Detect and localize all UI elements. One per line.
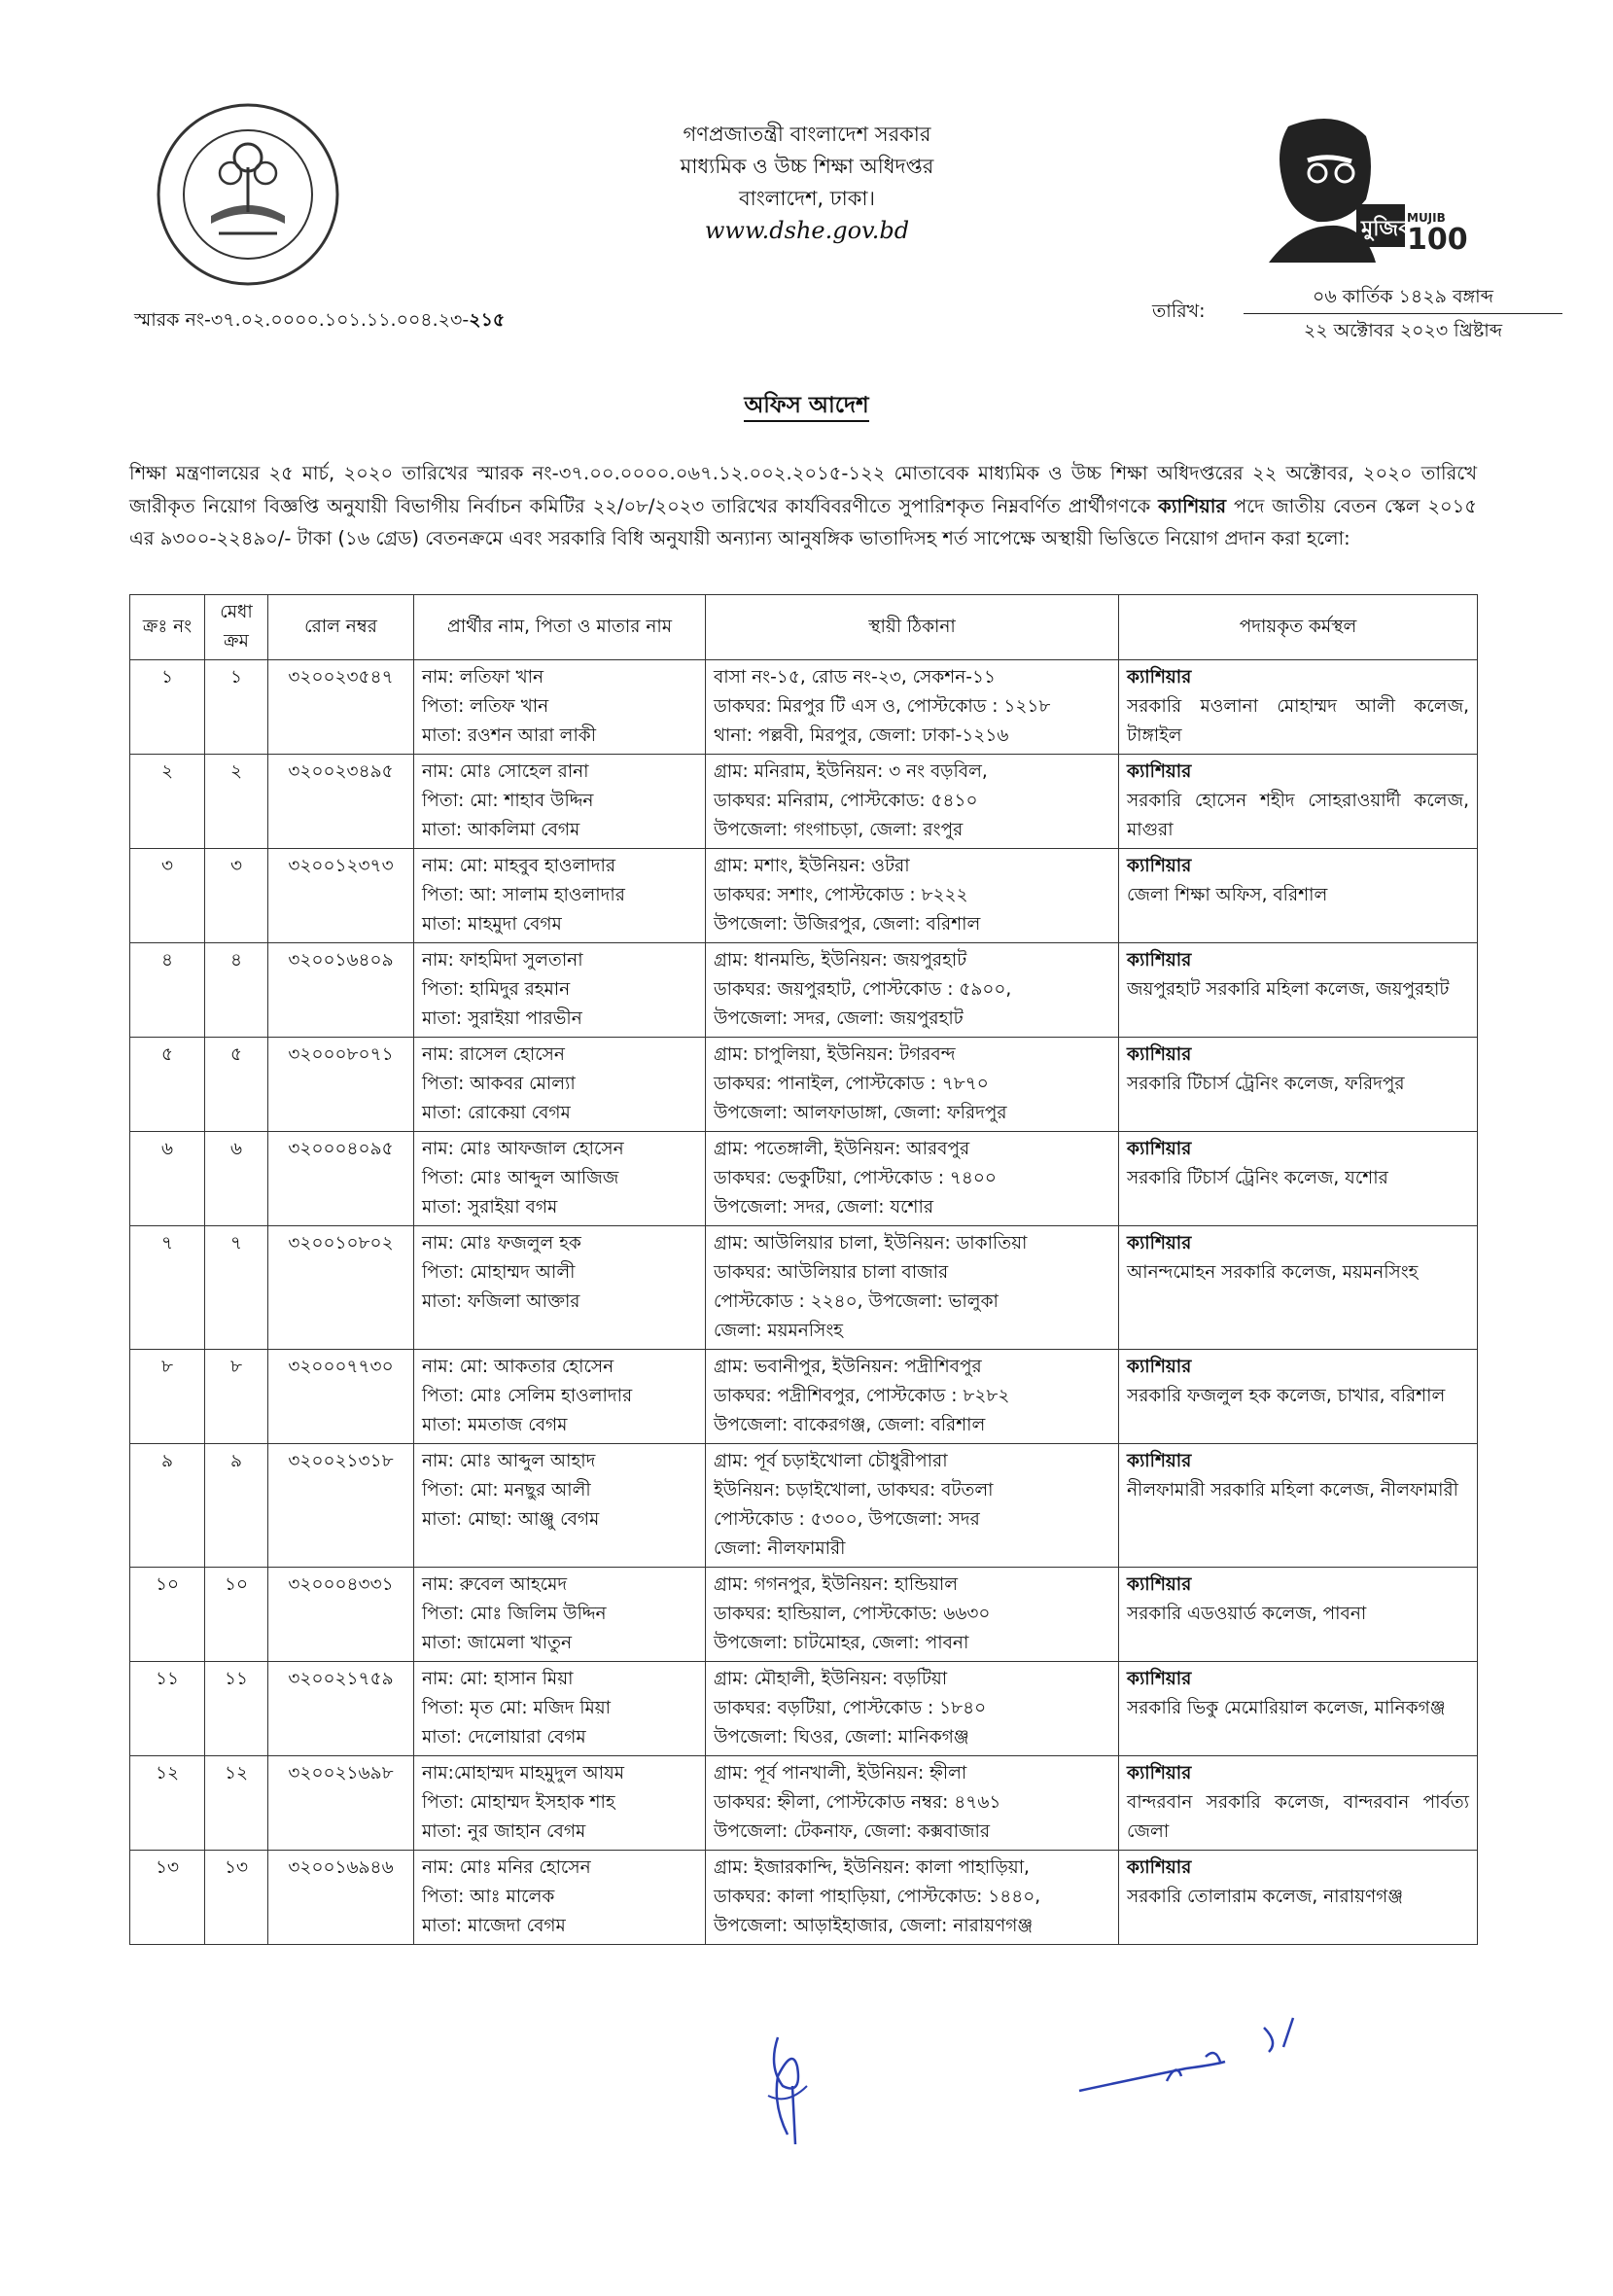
cell-posting: [1119, 1662, 1478, 1756]
cell-merit: ১৩: [205, 1851, 268, 1945]
candidate-name: নাম: মো: হাসান মিয়া: [422, 1669, 574, 1689]
cell-address: [706, 755, 1119, 849]
cell-merit: ৫: [205, 1038, 268, 1132]
address-line: ডাকঘর: হান্ডিয়াল, পোস্টকোড: ৬৬৩০: [714, 1604, 991, 1624]
cell-roll: ৩২০০২১৩১৮: [268, 1444, 414, 1568]
cell-address: [706, 1756, 1119, 1851]
address-line: গ্রাম: ভবানীপুর, ইউনিয়ন: পদ্রীশিবপুর: [714, 1357, 982, 1377]
designation: ক্যাশিয়ার: [1127, 1451, 1192, 1471]
header-address: স্থায়ী ঠিকানা: [706, 595, 1119, 660]
posting-place: জয়পুরহাট সরকারি মহিলা কলেজ, জয়পুরহাট: [1127, 979, 1450, 1000]
father-name: পিতা: আ: সালাম হাওলাদার: [422, 885, 625, 905]
designation: ক্যাশিয়ার: [1127, 667, 1192, 688]
candidate-name: নাম: লতিফা খান: [422, 667, 544, 688]
candidate-name: নাম: ফাহমিদা সুলতানা: [422, 950, 583, 971]
table-row: [130, 1662, 1478, 1756]
memo-suffix: ২১৫: [469, 309, 506, 331]
cell-posting: [1119, 1350, 1478, 1444]
letterhead: [515, 119, 1099, 247]
designation: ক্যাশিয়ার: [1127, 1233, 1192, 1254]
address-line: উপজেলা: আলফাডাঙ্গা, জেলা: ফরিদপুর: [714, 1103, 1007, 1123]
posting-place: বান্দরবান সরকারি কলেজ, বান্দরবান পার্বত্য জেলা: [1127, 1792, 1469, 1842]
father-name: পিতা: মোহাম্মদ ইসহাক শাহ: [422, 1792, 615, 1813]
cell-address: [706, 1226, 1119, 1350]
candidate-name: নাম: রাসেল হোসেন: [422, 1044, 565, 1065]
posting-place: সরকারি হোসেন শহীদ সোহরাওয়ার্দী কলেজ, মাগুরা: [1127, 791, 1469, 840]
posting-place: সরকারি টিচার্স ট্রেনিং কলেজ, ফরিদপুর: [1127, 1074, 1405, 1094]
cell-merit: ১১: [205, 1662, 268, 1756]
father-name: পিতা: মো: শাহাব উদ্দিন: [422, 791, 594, 811]
address-line: ডাকঘর: মনিরাম, পোস্টকোড: ৫৪১০: [714, 791, 978, 811]
address-line: গ্রাম: পতেঙ্গালী, ইউনিয়ন: আরবপুর: [714, 1139, 970, 1159]
mother-name: মাতা: নুর জাহান বেগম: [422, 1821, 586, 1842]
cell-posting: [1119, 1851, 1478, 1945]
cell-serial: ১: [130, 660, 205, 755]
table-row: [130, 1851, 1478, 1945]
mother-name: মাতা: দেলোয়ারা বেগম: [422, 1727, 586, 1748]
address-line: গ্রাম: মনিরাম, ইউনিয়ন: ৩ নং বড়বিল,: [714, 761, 988, 782]
mother-name: মাতা: মাজেদা বেগম: [422, 1916, 566, 1936]
designation: ক্যাশিয়ার: [1127, 1669, 1192, 1689]
document-title: [0, 387, 1613, 425]
posting-place: সরকারি তোলারাম কলেজ, নারায়ণগঞ্জ: [1127, 1887, 1404, 1907]
candidate-name: নাম: মোঃ ফজলুল হক: [422, 1233, 581, 1254]
mother-name: মাতা: মাহমুদা বেগম: [422, 914, 562, 935]
cell-candidate: [414, 1662, 706, 1756]
cell-serial: ৮: [130, 1350, 205, 1444]
govt-name: গণপ্রজাতন্ত্রী বাংলাদেশ সরকার: [683, 123, 931, 146]
mother-name: মাতা: রওশন আরা লাকী: [422, 725, 597, 746]
address-line: জেলা: নীলফামারী: [714, 1538, 846, 1559]
address-line: গ্রাম: ধানমন্ডি, ইউনিয়ন: জয়পুরহাট: [714, 950, 967, 971]
cell-posting: [1119, 1038, 1478, 1132]
designation: ক্যাশিয়ার: [1127, 1857, 1192, 1878]
cell-roll: ৩২০০০৭৭৩০: [268, 1350, 414, 1444]
mujib-100-logo: [1230, 107, 1473, 272]
header-roll: রোল নম্বর: [268, 595, 414, 660]
father-name: পিতা: আকবর মোল্যা: [422, 1074, 576, 1094]
table-header-row: [130, 595, 1478, 660]
cell-address: [706, 1350, 1119, 1444]
cell-merit: ৭: [205, 1226, 268, 1350]
cell-address: [706, 849, 1119, 943]
cell-serial: ২: [130, 755, 205, 849]
cell-serial: ৬: [130, 1132, 205, 1226]
cell-roll: ৩২০০০৪৩৩১: [268, 1568, 414, 1662]
header-sl: ক্রঃ নং: [130, 595, 205, 660]
document-title-text: অফিস আদেশ: [744, 393, 868, 422]
address-line: উপজেলা: সদর, জেলা: যশোর: [714, 1197, 933, 1218]
posting-place: জেলা শিক্ষা অফিস, বরিশাল: [1127, 885, 1328, 905]
paragraph-part-2: পদে জাতীয় বেতন স্কেল ২০১৫ এর ৯৩০০-২২৪৯০/- টাকা (১৬ গ্রেড) বেতনক্রমে এবং সরকারি বিধি অনুযায়ী অন্যান্য আনুষঙ্গিক ভাতাদিসহ শর্ত সাপেক্ষে অস্থায়ী ভিত্তিতে নিয়োগ প্রদান করা হলো:: [129, 494, 1477, 549]
address-line: ডাকঘর: হ্নীলা, পোস্টকোড নম্বর: ৪৭৬১: [714, 1792, 1001, 1813]
cell-address: [706, 1132, 1119, 1226]
address-line: উপজেলা: ঘিওর, জেলা: মানিকগঞ্জ: [714, 1727, 969, 1748]
address-line: গ্রাম: মশাং, ইউনিয়ন: ওটরা: [714, 856, 910, 876]
posting-place: নীলফামারী সরকারি মহিলা কলেজ, নীলফামারী: [1127, 1480, 1458, 1501]
address-line: ইউনিয়ন: চড়াইখোলা, ডাকঘর: বটতলা: [714, 1480, 994, 1501]
candidate-name: নাম: মোঃ মনির হোসেন: [422, 1857, 591, 1878]
candidate-name: নাম: মো: আকতার হোসেন: [422, 1357, 614, 1377]
father-name: পিতা: মোহাম্মদ আলী: [422, 1262, 576, 1283]
dshe-emblem-logo: [151, 97, 345, 292]
cell-address: [706, 1444, 1119, 1568]
table-row: [130, 755, 1478, 849]
cell-candidate: [414, 755, 706, 849]
cell-serial: ৫: [130, 1038, 205, 1132]
address-line: উপজেলা: বাকেরগঞ্জ, জেলা: বরিশাল: [714, 1415, 986, 1435]
cell-merit: ৬: [205, 1132, 268, 1226]
father-name: পিতা: মোঃ জিলিম উদ্দিন: [422, 1604, 607, 1624]
designation: ক্যাশিয়ার: [1127, 950, 1192, 971]
table-row: [130, 1132, 1478, 1226]
candidate-name: নাম: রুবেল আহমেদ: [422, 1574, 568, 1595]
posting-place: সরকারি টিচার্স ট্রেনিং কলেজ, যশোর: [1127, 1168, 1388, 1188]
date-english: ২২ অক্টোবর ২০২৩ খ্রিষ্টাব্দ: [1303, 320, 1503, 341]
table-row: [130, 1756, 1478, 1851]
father-name: পিতা: মৃত মো: মজিদ মিয়া: [422, 1698, 612, 1718]
cell-address: [706, 943, 1119, 1038]
mother-name: মাতা: মোছা: আঞ্জু বেগম: [422, 1509, 600, 1530]
address-line: ডাকঘর: কালা পাহাড়িয়া, পোস্টকোড: ১৪৪০,: [714, 1887, 1041, 1907]
mother-name: মাতা: রোকেয়া বেগম: [422, 1103, 571, 1123]
cell-merit: ১: [205, 660, 268, 755]
cell-serial: ৭: [130, 1226, 205, 1350]
address-line: গ্রাম: পূর্ব চড়াইখোলা চৌধুরীপারা: [714, 1451, 948, 1471]
address-line: ডাকঘর: ভেকুটিয়া, পোস্টকোড : ৭৪০০: [714, 1168, 997, 1188]
mother-name: মাতা: মমতাজ বেগম: [422, 1415, 568, 1435]
cell-roll: ৩২০০০৪০৯৫: [268, 1132, 414, 1226]
cell-posting: [1119, 1444, 1478, 1568]
cell-roll: ৩২০০২১৭৫৯: [268, 1662, 414, 1756]
cell-address: [706, 1568, 1119, 1662]
address-line: জেলা: ময়মনসিংহ: [714, 1321, 844, 1341]
cell-candidate: [414, 1132, 706, 1226]
cell-candidate: [414, 1226, 706, 1350]
address-line: উপজেলা: চাটমোহর, জেলা: পাবনা: [714, 1633, 969, 1653]
address-line: পোস্টকোড : ২২৪০, উপজেলা: ভালুকা: [714, 1291, 999, 1312]
cell-roll: ৩২০০২৩৫৪৭: [268, 660, 414, 755]
designation: ক্যাশিয়ার: [1127, 1574, 1192, 1595]
header-name: প্রার্থীর নাম, পিতা ও মাতার নাম: [414, 595, 706, 660]
cell-merit: ৪: [205, 943, 268, 1038]
mother-name: মাতা: ফজিলা আক্তার: [422, 1291, 580, 1312]
address-line: থানা: পল্লবী, মিরপুর, জেলা: ঢাকা-১২১৬: [714, 725, 1009, 746]
posting-place: সরকারি ভিকু মেমোরিয়াল কলেজ, মানিকগঞ্জ: [1127, 1698, 1446, 1718]
address-line: গ্রাম: গগনপুর, ইউনিয়ন: হান্ডিয়াল: [714, 1574, 959, 1595]
cell-merit: ১২: [205, 1756, 268, 1851]
cell-roll: ৩২০০০৮০৭১: [268, 1038, 414, 1132]
candidate-name: নাম: মোঃ আফজাল হোসেন: [422, 1139, 624, 1159]
cell-candidate: [414, 849, 706, 943]
cell-address: [706, 1662, 1119, 1756]
father-name: পিতা: লতিফ খান: [422, 696, 549, 717]
address-line: পোস্টকোড : ৫৩০০, উপজেলা: সদর: [714, 1509, 980, 1530]
cell-posting: [1119, 660, 1478, 755]
signature-right: [1069, 2008, 1322, 2115]
mother-name: মাতা: সুরাইয়া পারভীন: [422, 1008, 582, 1029]
paragraph-part-1: শিক্ষা মন্ত্রণালয়ের ২৫ মার্চ, ২০২০ তারিখের স্মারক নং-৩৭.০০.০০০০.০৬৭.১২.০০২.২০১৫-১২২ মোতাবেক মাধ্যমিক ও উচ্চ শিক্ষা অধিদপ্তরের ২২ অক্টোবর, ২০২০ তারিখে জারীকৃত নিয়োগ বিজ্ঞপ্তি অনুযায়ী বিভাগীয় নির্বাচন কমিটির ২২/০৮/২০২৩ তারিখের কার্যবিবরণীতে সুপারিশকৃত নিম্নবর্ণিত প্রার্থীগণকে: [129, 462, 1477, 517]
table-row: [130, 660, 1478, 755]
table-row: [130, 1444, 1478, 1568]
designation: ক্যাশিয়ার: [1127, 1763, 1192, 1784]
cell-serial: ১১: [130, 1662, 205, 1756]
table-row: [130, 849, 1478, 943]
cell-posting: [1119, 943, 1478, 1038]
posting-place: সরকারি এডওয়ার্ড কলেজ, পাবনা: [1127, 1604, 1367, 1624]
memo-number: [134, 306, 505, 337]
cell-candidate: [414, 1444, 706, 1568]
svg-text:100: 100: [1407, 223, 1468, 257]
candidate-name: নাম:মোহাম্মদ মাহমুদুল আযম: [422, 1763, 624, 1784]
order-paragraph: [129, 457, 1477, 555]
header-posting: পদায়কৃত কর্মস্থল: [1119, 595, 1478, 660]
cell-merit: ৩: [205, 849, 268, 943]
address-line: গ্রাম: ইজারকান্দি, ইউনিয়ন: কালা পাহাড়িয়া,: [714, 1857, 1030, 1878]
address-line: গ্রাম: মৌহালী, ইউনিয়ন: বড়টিয়া: [714, 1669, 948, 1689]
memo-prefix: স্মারক নং-৩৭.০২.০০০০.১০১.১১.০০৪.২৩-: [134, 309, 470, 331]
designation: ক্যাশিয়ার: [1127, 1044, 1192, 1065]
cell-posting: [1119, 1756, 1478, 1851]
address-line: ডাকঘর: জয়পুরহাট, পোস্টকোড : ৫৯০০,: [714, 979, 1012, 1000]
cell-roll: ৩২০০১৬৯৪৬: [268, 1851, 414, 1945]
cell-serial: ৩: [130, 849, 205, 943]
cell-roll: ৩২০০১০৮০২: [268, 1226, 414, 1350]
candidate-name: নাম: মোঃ সোহেল রানা: [422, 761, 589, 782]
address-line: ডাকঘর: আউলিয়ার চালা বাজার: [714, 1262, 949, 1283]
address-line: গ্রাম: পূর্ব পানখালী, ইউনিয়ন: হ্নীলা: [714, 1763, 967, 1784]
svg-text:মুজিব: মুজিব: [1361, 217, 1411, 241]
mother-name: মাতা: সুরাইয়া বগম: [422, 1197, 558, 1218]
mother-name: মাতা: আকলিমা বেগম: [422, 820, 580, 840]
address-line: বাসা নং-১৫, রোড নং-২৩, সেকশন-১১: [714, 667, 996, 688]
cell-serial: ৯: [130, 1444, 205, 1568]
address-line: গ্রাম: চাপুলিয়া, ইউনিয়ন: টগরবন্দ: [714, 1044, 956, 1065]
posting-place: সরকারি ফজলুল হক কলেজ, চাখার, বরিশাল: [1127, 1386, 1446, 1406]
cell-merit: ১০: [205, 1568, 268, 1662]
cell-candidate: [414, 660, 706, 755]
address-line: ডাকঘর: পানাইল, পোস্টকোড : ৭৮৭০: [714, 1074, 989, 1094]
cell-posting: [1119, 755, 1478, 849]
candidate-name: নাম: মো: মাহবুব হাওলাদার: [422, 856, 615, 876]
cell-serial: ১৩: [130, 1851, 205, 1945]
father-name: পিতা: মোঃ সেলিম হাওলাদার: [422, 1386, 633, 1406]
location: বাংলাদেশ, ঢাকা।: [738, 187, 876, 210]
address-line: ডাকঘর: বড়টিয়া, পোস্টকোড : ১৮৪০: [714, 1698, 987, 1718]
candidate-name: নাম: মোঃ আব্দুল আহাদ: [422, 1451, 596, 1471]
cell-roll: ৩২০০১২৩৭৩: [268, 849, 414, 943]
cell-candidate: [414, 1756, 706, 1851]
cell-roll: ৩২০০১৬৪০৯: [268, 943, 414, 1038]
mother-name: মাতা: জামেলা খাতুন: [422, 1633, 573, 1653]
address-line: ডাকঘর: সশাং, পোস্টকোড : ৮২২২: [714, 885, 968, 905]
cell-serial: ৪: [130, 943, 205, 1038]
address-line: গ্রাম: আউলিয়ার চালা, ইউনিয়ন: ডাকাতিয়া: [714, 1233, 1028, 1254]
date-label: তারিখ:: [1152, 300, 1206, 322]
cell-posting: [1119, 849, 1478, 943]
date-bangla: ০৬ কার্তিক ১৪২৯ বঙ্গাব্দ: [1313, 286, 1493, 307]
cell-merit: ৯: [205, 1444, 268, 1568]
cell-serial: ১০: [130, 1568, 205, 1662]
svg-text:MUJIB: MUJIB: [1407, 211, 1446, 225]
cell-candidate: [414, 943, 706, 1038]
cell-candidate: [414, 1568, 706, 1662]
cell-address: [706, 1038, 1119, 1132]
cell-posting: [1119, 1132, 1478, 1226]
cell-roll: ৩২০০২৩৪৯৫: [268, 755, 414, 849]
table-row: [130, 943, 1478, 1038]
father-name: পিতা: মোঃ আব্দুল আজিজ: [422, 1168, 619, 1188]
posting-place: সরকারি মওলানা মোহাম্মদ আলী কলেজ, টাঙ্গাইল: [1127, 696, 1469, 746]
designation: ক্যাশিয়ার: [1127, 1139, 1192, 1159]
cell-posting: [1119, 1568, 1478, 1662]
header-merit: মেধা ক্রম: [205, 595, 268, 660]
cell-candidate: [414, 1038, 706, 1132]
department-name: মাধ্যমিক ও উচ্চ শিক্ষা অধিদপ্তর: [680, 155, 934, 178]
paragraph-post-name: ক্যাশিয়ার: [1158, 494, 1227, 517]
cell-candidate: [414, 1350, 706, 1444]
cell-roll: ৩২০০২১৬৯৮: [268, 1756, 414, 1851]
website-link[interactable]: www.dshe.gov.bd: [704, 217, 910, 244]
table-row: [130, 1226, 1478, 1350]
address-line: উপজেলা: আড়াইহাজার, জেলা: নারায়ণগঞ্জ: [714, 1916, 1034, 1936]
table-row: [130, 1568, 1478, 1662]
cell-posting: [1119, 1226, 1478, 1350]
cell-serial: ১২: [130, 1756, 205, 1851]
appointee-table: [129, 594, 1478, 1945]
table-row: [130, 1038, 1478, 1132]
designation: ক্যাশিয়ার: [1127, 761, 1192, 782]
table-row: [130, 1350, 1478, 1444]
designation: ক্যাশিয়ার: [1127, 1357, 1192, 1377]
posting-place: আনন্দমোহন সরকারি কলেজ, ময়মনসিংহ: [1127, 1262, 1419, 1283]
address-line: ডাকঘর: পদ্রীশিবপুর, পোস্টকোড : ৮২৮২: [714, 1386, 1010, 1406]
cell-merit: ৮: [205, 1350, 268, 1444]
cell-candidate: [414, 1851, 706, 1945]
address-line: ডাকঘর: মিরপুর টি এস ও, পোস্টকোড : ১২১৮: [714, 696, 1051, 717]
address-line: উপজেলা: উজিরপুর, জেলা: বরিশাল: [714, 914, 981, 935]
cell-address: [706, 660, 1119, 755]
address-line: উপজেলা: সদর, জেলা: জয়পুরহাট: [714, 1008, 964, 1029]
cell-address: [706, 1851, 1119, 1945]
address-line: উপজেলা: গংগাচড়া, জেলা: রংপুর: [714, 820, 964, 840]
cell-merit: ২: [205, 755, 268, 849]
address-line: উপজেলা: টেকনাফ, জেলা: কক্সবাজার: [714, 1821, 991, 1842]
father-name: পিতা: আঃ মালেক: [422, 1887, 555, 1907]
father-name: পিতা: মো: মনছুর আলী: [422, 1480, 591, 1501]
designation: ক্যাশিয়ার: [1127, 856, 1192, 876]
father-name: পিতা: হামিদুর রহমান: [422, 979, 571, 1000]
signature-left: [749, 2028, 836, 2154]
